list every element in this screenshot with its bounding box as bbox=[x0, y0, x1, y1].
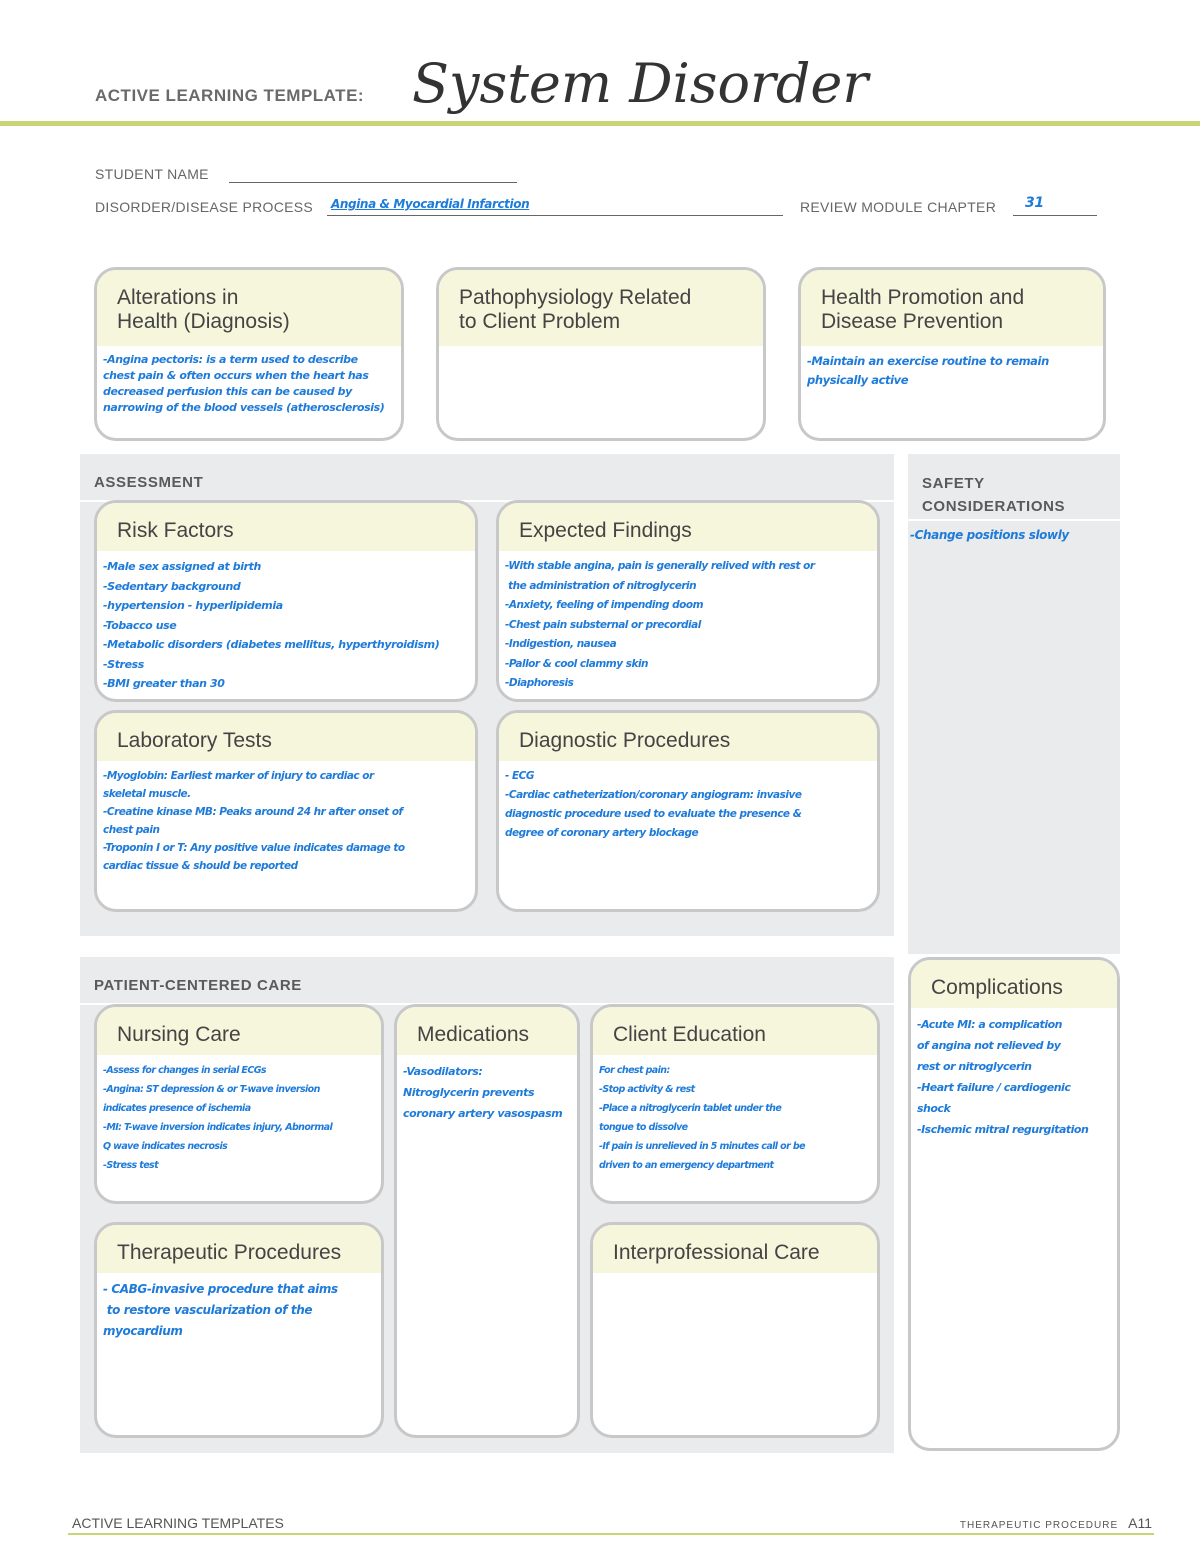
risk-factors-content[interactable]: -Male sex assigned at birth -Sedentary background -hypertension - hyperlipidemia -Tobacco use -Metabolic disorders (diabetes mellitus, hyperthyroidism) -Stress -BMI greater than 30 bbox=[103, 560, 440, 690]
safety-divider bbox=[908, 519, 1120, 521]
alterations-in-health-content[interactable]: -Angina pectoris: is a term used to describe chest pain & often occurs when the heart has decreased perfusion this can be caused by narrowing of the blood vessels (atherosclerosis) bbox=[103, 353, 385, 414]
student-name-field[interactable] bbox=[229, 164, 517, 183]
medications-title: Medications bbox=[397, 1007, 577, 1055]
therapeutic-procedures-box bbox=[94, 1222, 384, 1438]
laboratory-tests-title: Laboratory Tests bbox=[97, 713, 475, 761]
student-name-label: STUDENT NAME bbox=[95, 166, 209, 182]
risk-factors-box bbox=[94, 500, 478, 702]
disorder-field[interactable] bbox=[327, 197, 783, 216]
complications-content[interactable]: -Acute MI: a complication of angina not relieved by rest or nitroglycerin -Heart failure / cardiogenic shock -Ischemic mitral regurgitation bbox=[917, 1018, 1089, 1136]
pathophysiology-title: Pathophysiology Related to Client Problem bbox=[439, 270, 763, 346]
interprofessional-care-content[interactable] bbox=[593, 1273, 877, 1285]
patient-centered-care-heading: PATIENT-CENTERED CARE bbox=[94, 977, 302, 994]
laboratory-tests-box bbox=[94, 710, 478, 912]
footer-section-label: THERAPEUTIC PROCEDURE bbox=[959, 1520, 1119, 1531]
nursing-care-box bbox=[94, 1004, 384, 1204]
review-module-label: REVIEW MODULE CHAPTER bbox=[800, 199, 997, 215]
diagnostic-procedures-box bbox=[496, 710, 880, 912]
assessment-heading: ASSESSMENT bbox=[94, 474, 204, 491]
footer-left-label: ACTIVE LEARNING TEMPLATES bbox=[72, 1515, 284, 1531]
complications-box bbox=[908, 957, 1120, 1451]
pathophysiology-box bbox=[436, 267, 766, 441]
health-promotion-box bbox=[798, 267, 1106, 441]
safety-content[interactable]: -Change positions slowly bbox=[910, 528, 1069, 542]
diagnostic-procedures-title: Diagnostic Procedures bbox=[499, 713, 877, 761]
client-education-box bbox=[590, 1004, 880, 1204]
review-module-value: 31 bbox=[1025, 195, 1044, 211]
client-education-content[interactable]: For chest pain: -Stop activity & rest -Place a nitroglycerin tablet under the tongue to dissolve -If pain is unrelieved in 5 minutes call or be driven to an emergency department bbox=[599, 1065, 805, 1171]
client-education-title: Client Education bbox=[593, 1007, 877, 1055]
risk-factors-title: Risk Factors bbox=[97, 503, 475, 551]
expected-findings-content[interactable]: -With stable angina, pain is generally relived with rest or the administration of nitroglycerin -Anxiety, feeling of impending doom -Chest pain substernal or precordial -Indigestion, nausea -Pallor & cool clammy skin -Diaphoresis bbox=[505, 560, 815, 689]
safety-panel bbox=[908, 454, 1120, 954]
alterations-in-health-box bbox=[94, 267, 404, 441]
medications-box bbox=[394, 1004, 580, 1438]
laboratory-tests-content[interactable]: -Myoglobin: Earliest marker of injury to cardiac or skeletal muscle. -Creatine kinase MB: Peaks around 24 hr after onset of chest pain -Troponin I or T: Any positive value indicates damage to cardiac tissue & should be reported bbox=[103, 770, 405, 872]
pathophysiology-content[interactable] bbox=[439, 346, 763, 358]
interprofessional-care-title: Interprofessional Care bbox=[593, 1225, 877, 1273]
expected-findings-title: Expected Findings bbox=[499, 503, 877, 551]
health-promotion-title: Health Promotion and Disease Prevention bbox=[801, 270, 1103, 346]
expected-findings-box bbox=[496, 500, 880, 702]
template-title: System Disorder bbox=[412, 52, 869, 115]
review-module-field[interactable] bbox=[1013, 197, 1097, 216]
footer-divider bbox=[68, 1533, 1154, 1535]
therapeutic-procedures-title: Therapeutic Procedures bbox=[97, 1225, 381, 1273]
footer-right bbox=[960, 1515, 1152, 1531]
footer-page-number: A11 bbox=[1128, 1515, 1152, 1531]
template-kicker: ACTIVE LEARNING TEMPLATE: bbox=[95, 86, 365, 105]
nursing-care-content[interactable]: -Assess for changes in serial ECGs -Angina: ST depression & or T-wave inversion indicates presence of ischemia -MI: T-wave inversion indicates injury, Abnormal Q wave indicates necrosis -Stress test bbox=[103, 1065, 333, 1171]
diagnostic-procedures-content[interactable]: - ECG -Cardiac catheterization/coronary angiogram: invasive diagnostic procedure used to evaluate the presence & degree of coronary artery blockage bbox=[505, 770, 802, 839]
header-divider bbox=[0, 121, 1200, 126]
interprofessional-care-box bbox=[590, 1222, 880, 1438]
nursing-care-title: Nursing Care bbox=[97, 1007, 381, 1055]
disorder-label: DISORDER/DISEASE PROCESS bbox=[95, 199, 314, 215]
health-promotion-content[interactable]: -Maintain an exercise routine to remain physically active bbox=[807, 354, 1049, 387]
disorder-value: Angina & Myocardial Infarction bbox=[331, 197, 530, 211]
medications-content[interactable]: -Vasodilators: Nitroglycerin prevents coronary artery vasospasm bbox=[403, 1065, 563, 1120]
safety-heading: SAFETY CONSIDERATIONS bbox=[922, 475, 1066, 515]
therapeutic-procedures-content[interactable]: - CABG-invasive procedure that aims to restore vascularization of the myocardium bbox=[103, 1282, 338, 1338]
complications-title: Complications bbox=[911, 960, 1117, 1008]
alterations-in-health-title: Alterations in Health (Diagnosis) bbox=[97, 270, 401, 346]
